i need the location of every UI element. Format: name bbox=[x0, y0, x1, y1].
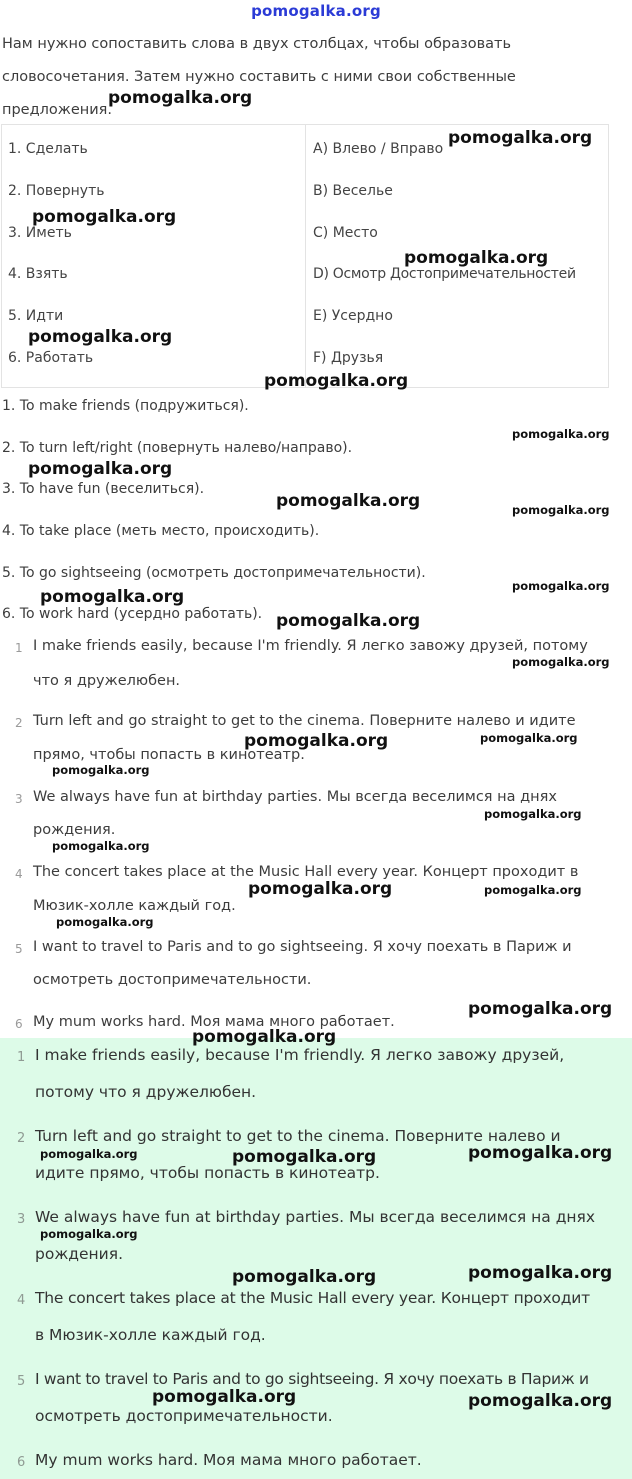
table-cell-right: B) Веселье bbox=[313, 183, 393, 199]
answer-item: 4. To take place (меть место, происходить). bbox=[2, 523, 320, 539]
example-line: прямо, чтобы попасть в кинотеатр. bbox=[33, 747, 305, 763]
watermark-text: pomogalka.org bbox=[264, 371, 409, 391]
table-cell-left: 4. Взять bbox=[8, 266, 68, 282]
example-number: 4 bbox=[15, 867, 23, 881]
example-number: 1 bbox=[15, 641, 23, 655]
example-line: рождения. bbox=[35, 1245, 123, 1263]
watermark-text: pomogalka.org bbox=[232, 1267, 377, 1287]
watermark-text: pomogalka.org bbox=[52, 763, 150, 777]
watermark-text: pomogalka.org bbox=[468, 1391, 613, 1411]
watermark-text: pomogalka.org bbox=[480, 731, 578, 745]
example-number: 2 bbox=[17, 1131, 26, 1146]
table-cell-left: 1. Сделать bbox=[8, 141, 88, 157]
example-line: осмотреть достопримечательности. bbox=[35, 1407, 333, 1425]
watermark-text: pomogalka.org bbox=[52, 839, 150, 853]
watermark-text: pomogalka.org bbox=[468, 999, 613, 1019]
table-cell-left: 5. Идти bbox=[8, 308, 64, 324]
example-line: I want to travel to Paris and to go sightseeing. Я хочу поехать в Париж и bbox=[33, 939, 572, 955]
table-cell-left: 3. Иметь bbox=[8, 225, 72, 241]
watermark-text: pomogalka.org bbox=[468, 1143, 613, 1163]
intro-line: словосочетания. Затем нужно составить с ними свои собственные bbox=[2, 69, 516, 85]
example-number: 2 bbox=[15, 716, 23, 730]
example-line: Turn left and go straight to get to the cinema. Поверните налево и идите bbox=[33, 713, 576, 729]
example-line: My mum works hard. Моя мама много работает. bbox=[35, 1451, 422, 1469]
site-brand-link[interactable]: pomogalka.org bbox=[251, 2, 381, 20]
watermark-text: pomogalka.org bbox=[484, 883, 582, 897]
example-line: We always have fun at birthday parties. Мы всегда веселимся на днях bbox=[35, 1208, 596, 1226]
intro-line: Нам нужно сопоставить слова в двух столбцах, чтобы образовать bbox=[2, 36, 511, 52]
watermark-text: pomogalka.org bbox=[276, 611, 421, 631]
table-cell-left: 6. Работать bbox=[8, 350, 94, 366]
watermark-text: pomogalka.org bbox=[28, 459, 173, 479]
example-number: 3 bbox=[15, 792, 23, 806]
answer-item: 1. To make friends (подружиться). bbox=[2, 398, 249, 414]
example-line: I make friends easily, because I'm friendly. Я легко завожу друзей, потому bbox=[33, 638, 588, 654]
watermark-text: pomogalka.org bbox=[512, 427, 610, 441]
answer-item: 3. To have fun (веселиться). bbox=[2, 481, 205, 497]
watermark-text: pomogalka.org bbox=[108, 88, 253, 108]
example-line: потому что я дружелюбен. bbox=[35, 1083, 257, 1101]
example-number: 5 bbox=[15, 942, 23, 956]
answer-item: 2. To turn left/right (повернуть налево/направо). bbox=[2, 440, 353, 456]
watermark-text: pomogalka.org bbox=[448, 128, 593, 148]
table-cell-left: 2. Повернуть bbox=[8, 183, 105, 199]
watermark-text: pomogalka.org bbox=[232, 1147, 377, 1167]
example-number: 6 bbox=[15, 1017, 23, 1031]
example-number: 6 bbox=[17, 1455, 26, 1470]
intro-line: предложения. bbox=[2, 102, 112, 118]
example-line: Мюзик-холле каждый год. bbox=[33, 898, 236, 914]
example-line: I make friends easily, because I'm friendly. Я легко завожу друзей, bbox=[35, 1046, 565, 1064]
example-line: идите прямо, чтобы попасть в кинотеатр. bbox=[35, 1164, 380, 1182]
answer-item: 5. To go sightseeing (осмотреть достопримечательности). bbox=[2, 565, 426, 581]
example-line: рождения. bbox=[33, 822, 116, 838]
example-line: My mum works hard. Моя мама много работает. bbox=[33, 1014, 395, 1030]
example-line: We always have fun at birthday parties. Мы всегда веселимся на днях bbox=[33, 789, 557, 805]
example-line: The concert takes place at the Music Hall every year. Концерт проходит bbox=[35, 1289, 590, 1307]
watermark-text: pomogalka.org bbox=[512, 579, 610, 593]
watermark-text: pomogalka.org bbox=[468, 1263, 613, 1283]
answer-item: 6. To work hard (усердно работать). bbox=[2, 606, 263, 622]
table-column-divider bbox=[305, 125, 306, 387]
example-line: I want to travel to Paris and to go sightseeing. Я хочу поехать в Париж и bbox=[35, 1370, 589, 1388]
watermark-text: pomogalka.org bbox=[276, 491, 421, 511]
table-cell-right: A) Влево / Вправо bbox=[313, 141, 444, 157]
example-number: 5 bbox=[17, 1374, 26, 1389]
watermark-text: pomogalka.org bbox=[56, 915, 154, 929]
watermark-text: pomogalka.org bbox=[28, 327, 173, 347]
watermark-text: pomogalka.org bbox=[40, 1147, 138, 1161]
table-cell-right: C) Место bbox=[313, 225, 378, 241]
watermark-text: pomogalka.org bbox=[32, 207, 177, 227]
example-line: осмотреть достопримечательности. bbox=[33, 972, 312, 988]
example-line: The concert takes place at the Music Hall every year. Концерт проходит в bbox=[33, 864, 579, 880]
watermark-text: pomogalka.org bbox=[192, 1027, 337, 1047]
watermark-text: pomogalka.org bbox=[248, 879, 393, 899]
watermark-text: pomogalka.org bbox=[40, 587, 185, 607]
example-line: в Мюзик-холле каждый год. bbox=[35, 1326, 266, 1344]
example-number: 1 bbox=[17, 1050, 26, 1065]
watermark-text: pomogalka.org bbox=[40, 1227, 138, 1241]
example-number: 3 bbox=[17, 1212, 26, 1227]
watermark-text: pomogalka.org bbox=[244, 731, 389, 751]
watermark-text: pomogalka.org bbox=[512, 655, 610, 669]
watermark-text: pomogalka.org bbox=[152, 1387, 297, 1407]
example-line: что я дружелюбен. bbox=[33, 673, 181, 689]
example-number: 4 bbox=[17, 1293, 26, 1308]
table-cell-right: E) Усердно bbox=[313, 308, 393, 324]
table-cell-right: D) Осмотр Достопримечательностей bbox=[313, 266, 576, 282]
watermark-text: pomogalka.org bbox=[404, 248, 549, 268]
watermark-text: pomogalka.org bbox=[484, 807, 582, 821]
watermark-text: pomogalka.org bbox=[512, 503, 610, 517]
example-line: Turn left and go straight to get to the cinema. Поверните налево и bbox=[35, 1127, 561, 1145]
table-cell-right: F) Друзья bbox=[313, 350, 384, 366]
intro-paragraph bbox=[2, 28, 630, 127]
